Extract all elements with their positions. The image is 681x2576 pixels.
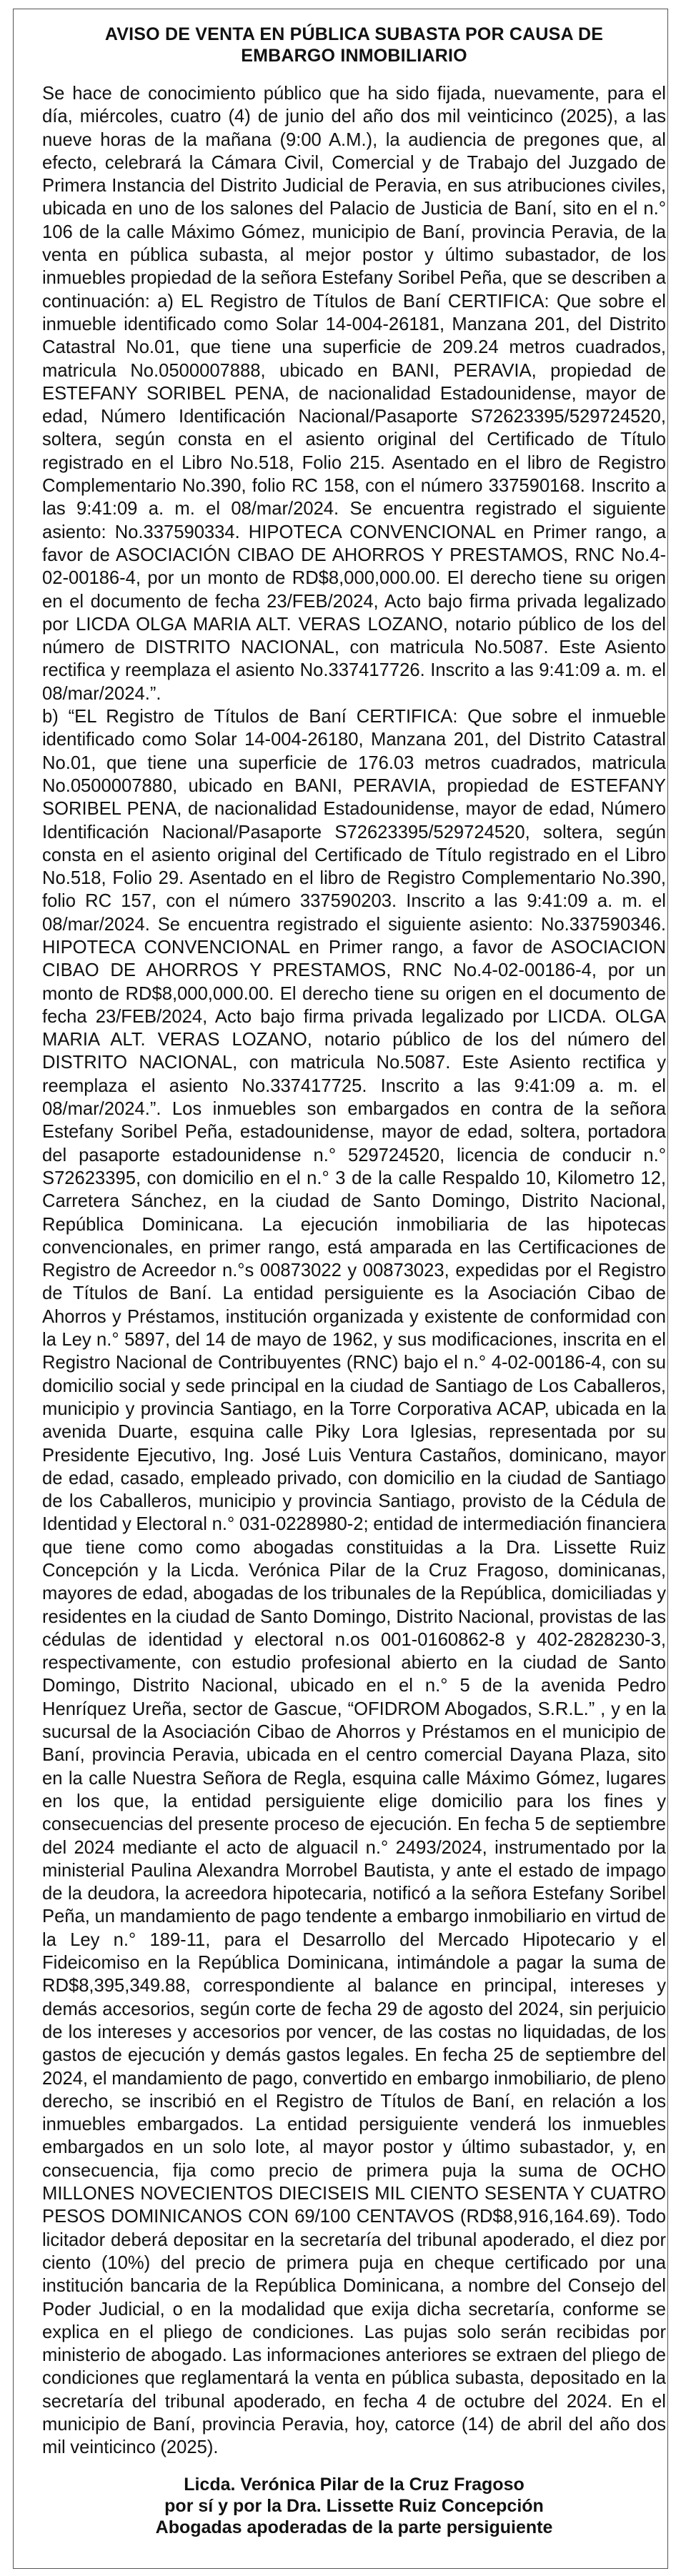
notice-title-line-2: EMBARGO INMOBILIARIO [241, 46, 467, 66]
notice-paragraph-2: b) “EL Registro de Títulos de Baní CERTIFICA: Que sobre el inmueble identificado como Solar 14-004-26180, Manzana 201, del Distrito Catastral No.01, que tiene una superficie de 176.03 metros cuadrados, matricula No.0500007880, ubicado en BANI, PERAVIA, propiedad de ESTEFANY SORIBEL PENA, de nacionalidad Estadounidense, mayor de edad, Número Identificación Nacional/Pasaporte S72623395/529724520, soltera, según consta en el asiento original del Certificado de Título registrado en el Libro No.518, Folio 29. Asentado en el libro de Registro Complementario No.390, folio RC 157, con el número 337590203. Inscrito a las 9:41:09 a. m. el 08/mar/2024. Se encuentra registrado el siguiente asiento: No.337590346. HIPOTECA CONVENCIONAL en Primer rango, a favor de ASOCIACION CIBAO DE AHORROS Y PRESTAMOS, RNC No.4-02-00186-4, por un monto de RD$8,000,000.00. El derecho tiene su origen en el documento de fecha 23/FEB/2024, Acto bajo firma privada legalizado por LICDA. OLGA MARIA ALT. VERAS LOZANO, notario público de los del número del DISTRITO NACIONAL, con matricula No.5087. Este Asiento rectifica y reemplaza el asiento No.337417725. Inscrito a las 9:41:09 a. m. el 08/mar/2024.”. Los inmuebles son embargados en contra de la señora Estefany Soribel Peña, estadounidense, mayor de edad, soltera, portadora del pasaporte estadounidense n.° 529724520, licencia de conducir n.° S72623395, con domicilio en el n.° 3 de la calle Respaldo 10, Kilometro 12, Carretera Sánchez, en la ciudad de Santo Domingo, Distrito Nacional, República Dominicana. La ejecución inmobiliaria de las hipotecas convencionales, en primer rango, está amparada en las Certificaciones de Registro de Acreedor n.°s 00873022 y 00873023, expedidas por el Registro de Títulos de Baní. La entidad persiguiente es la Asociación Cibao de Ahorros y Préstamos, institución organizada y existente de conformidad con la Ley n.° 5897, del 14 de mayo de 1962, y sus modificaciones, inscrita en el Registro Nacional de Contribuyentes (RNC) bajo el n.° 4-02-00186-4, con su domicilio social y sede principal en la ciudad de Santiago de Los Caballeros, municipio y provincia Santiago, en la Torre Corporativa ACAP, ubicada en la avenida Duarte, esquina calle Piky Lora Iglesias, representada por su Presidente Ejecutivo, Ing. José Luis Ventura Castaños, dominicano, mayor de edad, casado, empleado privado, con domicilio en la ciudad de Santiago de los Caballeros, municipio y provincia Santiago, provisto de la Cédula de Identidad y Electoral n.° 031-0228980-2; entidad de intermediación financiera que tiene como como abogadas constituidas a la Dra. Lissette Ruiz Concepción y la Licda. Verónica Pilar de la Cruz Fragoso, dominicanas, mayores de edad, abogadas de los tribunales de la República, domiciliadas y residentes en la ciudad de Santo Domingo, Distrito Nacional, provistas de las cédulas de identidad y electoral n.os 001-0160862-8 y 402-2828230-3, respectivamente, con estudio profesional abierto en la ciudad de Santo Domingo, Distrito Nacional, ubicado en el n.° 5 de la avenida Pedro Henríquez Ureña, sector de Gascue, “OFIDROM Abogados, S.R.L.” , y en la sucursal de la Asociación Cibao de Ahorros y Préstamos en el municipio de Baní, provincia Peravia, ubicada en el centro comercial Dayana Plaza, sito en la calle Nuestra Señora de Regla, esquina calle Máximo Gómez, lugares en los que, la entidad persiguiente elige domicilio para los fines y consecuencias del presente proceso de ejecución. En fecha 5 de septiembre del 2024 mediante el acto de alguacil n.° 2493/2024, instrumentado por la ministerial Paulina Alexandra Morrobel Bautista, y ante el estado de impago de la deudora, la acreedora hipotecaria, notificó a la señora Estefany Soribel Peña, un mandamiento de pago tendente a embargo inmobiliario en virtud de la Ley n.° 189-11, para el Desarrollo del Mercado Hipotecario y el Fideicomiso en la República Dominicana, intimándole a pagar la suma de RD$8,395,349.88, correspondiente al balance en principal, intereses y demás accesorios, según corte de fecha 29 de agosto del 2024, sin perjuicio de los intereses y accesorios por vencer, de las costas no liquidadas, de los gastos de ejecución y demás gastos legales. En fecha 25 de septiembre del 2024, el mandamiento de pago, convertido en embargo inmobiliario, de pleno derecho, se inscribió en el Registro de Títulos de Baní, en relación a los inmuebles embargados. La entidad persiguiente venderá los inmuebles embargados en un solo lote, al mayor postor y último subastador, y, en consecuencia, fija como precio de primera puja la suma de OCHO MILLONES NOVECIENTOS DIECISEIS MIL CIENTO SESENTA Y CUATRO PESOS DOMINICANOS CON 69/100 CENTAVOS (RD$8,916,164.69). Todo licitador deberá depositar en la secretaría del tribunal apoderado, el diez por ciento (10%) del precio de primera puja en cheque certificado por una institución bancaria de la República Dominicana, a nombre del Consejo del Poder Judicial, o en la modalidad que exija dicha secretaría, conforme se explica en el pliego de condiciones. Las pujas solo serán recibidas por ministerio de abogado. Las informaciones anteriores se extraen del pliego de condiciones que reglamentará la venta en pública subasta, depositado en la secretaría del tribunal apoderado, en fecha 4 de octubre del 2024. En el municipio de Baní, provincia Peravia, hoy, catorce (14) de abril del año dos mil veinticinco (2025). [42, 707, 666, 2458]
signature-line-1: Licda. Verónica Pilar de la Cruz Fragoso [184, 2474, 525, 2495]
signature-block [42, 2474, 666, 2538]
notice-body [42, 82, 666, 2460]
notice-content [42, 24, 666, 2538]
notice-title-line-1: AVISO DE VENTA EN PÚBLICA SUBASTA POR CAUSA DE [104, 24, 604, 44]
notice-paragraph-1: Se hace de conocimiento público que ha sido fijada, nuevamente, para el día, miércoles, cuatro (4) de junio del año dos mil veinticinco (2025), a las nueve horas de la mañana (9:00 A.M.), la audiencia de pregones que, al efecto, celebrará la Cámara Civil, Comercial y de Trabajo del Juzgado de Primera Instancia del Distrito Judicial de Peravia, en sus atribuciones civiles, ubicada en uno de los salones del Palacio de Justicia de Baní, sito en el n.° 106 de la calle Máximo Gómez, municipio de Baní, provincia Peravia, de la venta en pública subasta, al mejor postor y último subastador, de los inmuebles propiedad de la señora Estefany Soribel Peña, que se describen a continuación: a) EL Registro de Títulos de Baní CERTIFICA: Que sobre el inmueble identificado como Solar 14-004-26181, Manzana 201, del Distrito Catastral No.01, que tiene una superficie de 209.24 metros cuadrados, matricula No.0500007888, ubicado en BANI, PERAVIA, propiedad de ESTEFANY SORIBEL PENA, de nacionalidad Estadounidense, mayor de edad, Número Identificación Nacional/Pasaporte S72623395/529724520, soltera, según consta en el asiento original del Certificado de Título registrado en el Libro No.518, Folio 215. Asentado en el libro de Registro Complementario No.390, folio RC 158, con el número 337590168. Inscrito a las 9:41:09 a. m. el 08/mar/2024. Se encuentra registrado el siguiente asiento: No.337590334. HIPOTECA CONVENCIONAL en Primer rango, a favor de ASOCIACIÓN CIBAO DE AHORROS Y PRESTAMOS, RNC No.4-02-00186-4, por un monto de RD$8,000,000.00. El derecho tiene su origen en el documento de fecha 23/FEB/2024, Acto bajo firma privada legalizado por LICDA OLGA MARIA ALT. VERAS LOZANO, notario público de los del número de DISTRITO NACIONAL, con matricula No.5087. Este Asiento rectifica y reemplaza el asiento No.337417726. Inscrito a las 9:41:09 a. m. el 08/mar/2024.”. [42, 84, 666, 704]
signature-line-2: por sí y por la Dra. Lissette Ruiz Concepción [164, 2495, 544, 2516]
notice-title [42, 24, 666, 66]
notice-frame [13, 9, 668, 2569]
signature-line-3: Abogadas apoderadas de la parte persiguiente [155, 2517, 553, 2537]
